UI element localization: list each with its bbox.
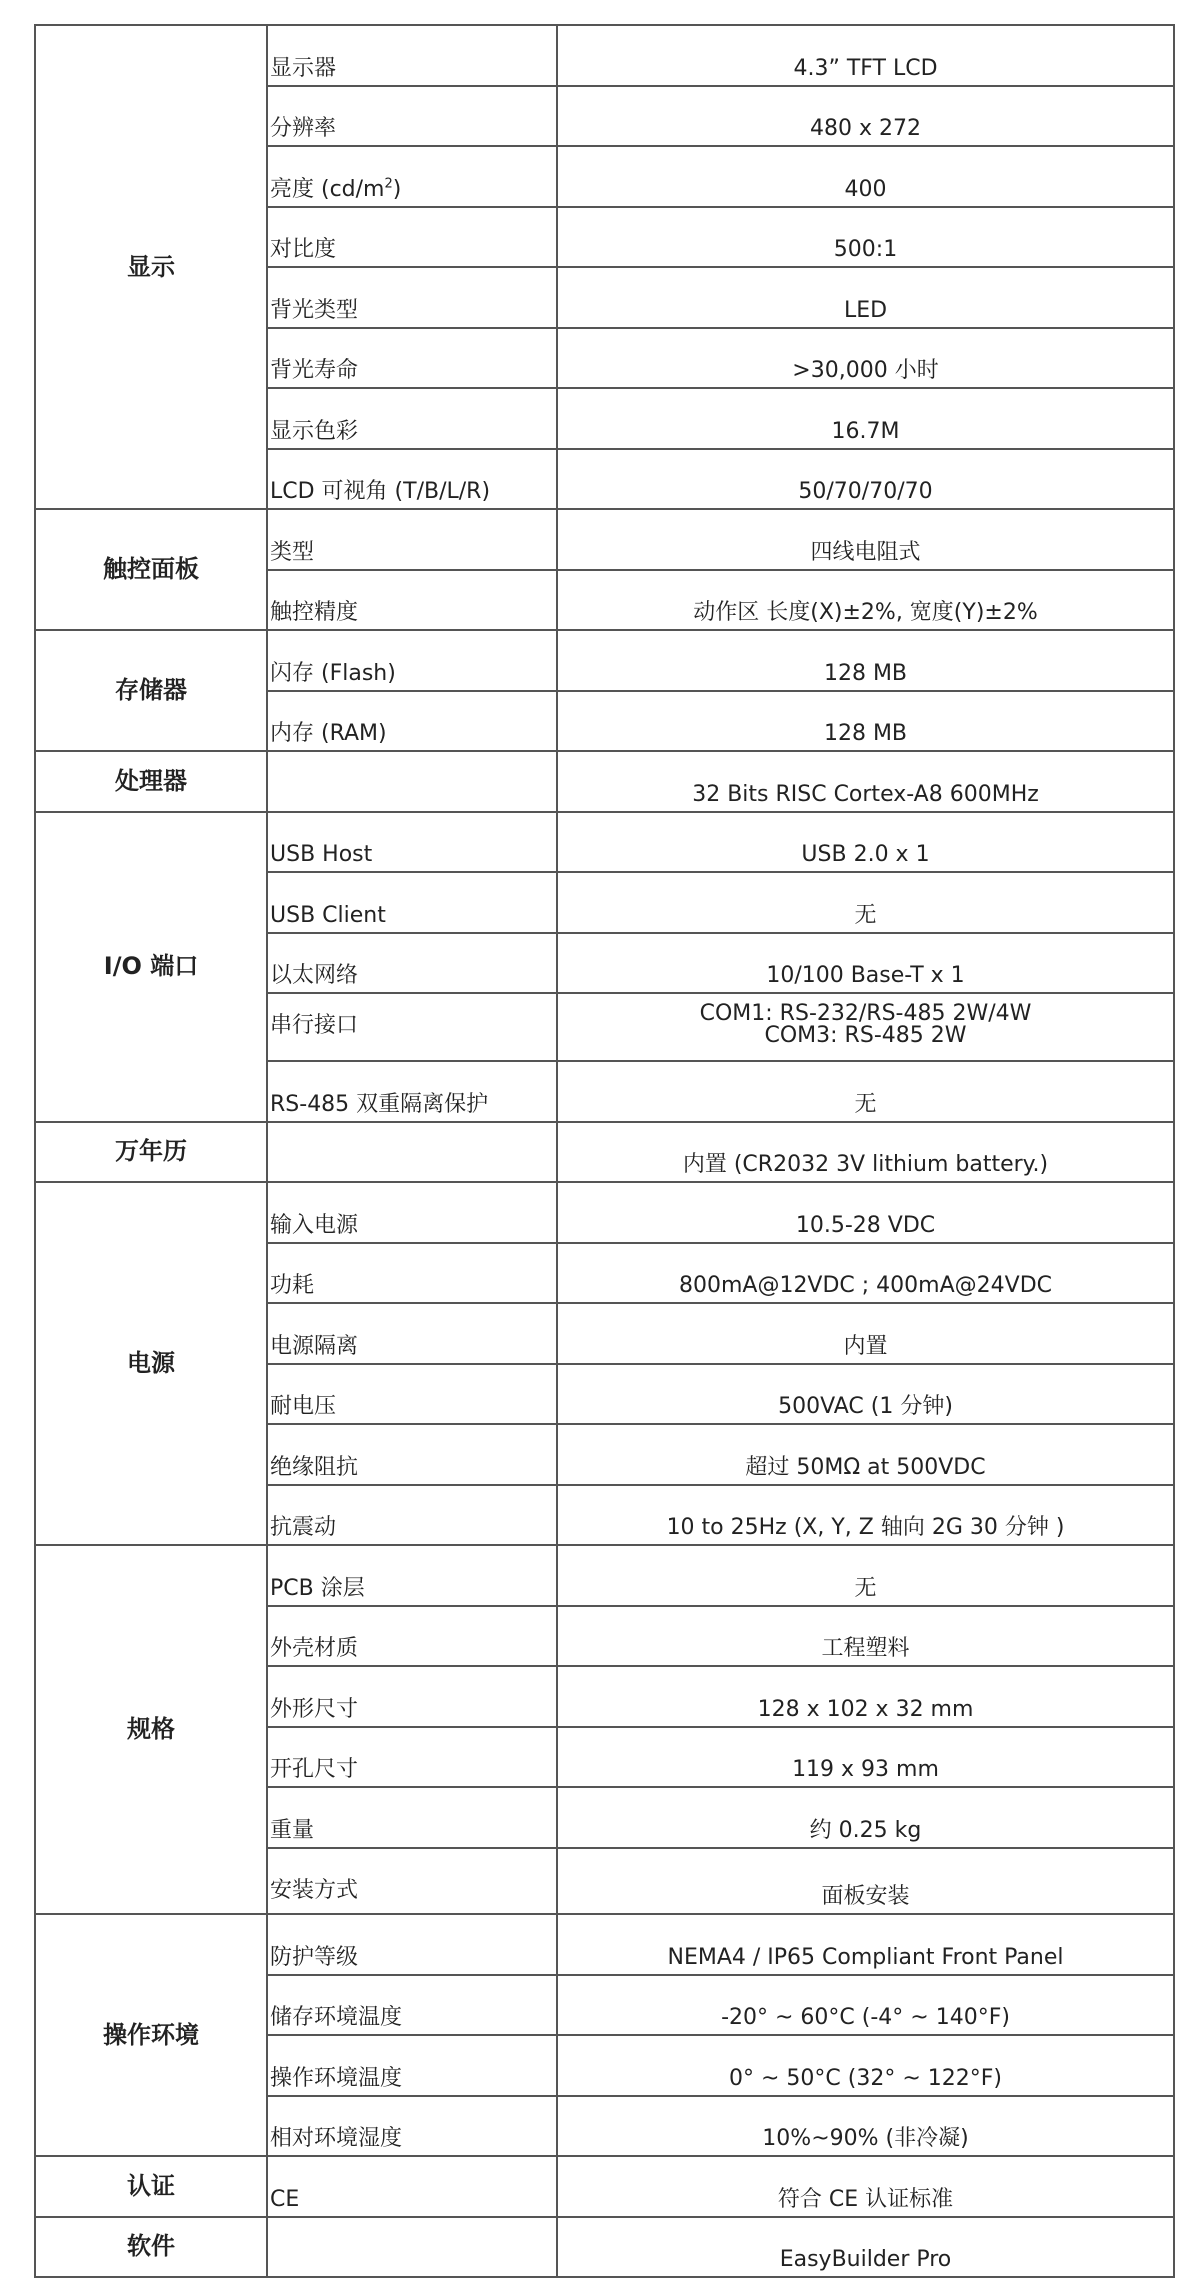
row-value: 50/70/70/70 [557, 449, 1174, 510]
group-software: 软件 [35, 2217, 267, 2278]
row-label: 开孔尺寸 [267, 1727, 557, 1788]
group-display: 显示 [35, 25, 267, 509]
row-value: 128 x 102 x 32 mm [557, 1666, 1174, 1727]
row-label [267, 2217, 557, 2278]
row-label: 电源隔离 [267, 1303, 557, 1364]
row-value: -20° ~ 60°C (-4° ~ 140°F) [557, 1975, 1174, 2036]
group-rtc: 万年历 [35, 1122, 267, 1183]
table-row [35, 1545, 1174, 1606]
value-line: COM1: RS-232/RS-485 2W/4W [699, 1001, 1032, 1026]
row-value: 符合 CE 认证标准 [557, 2156, 1174, 2217]
table-row [35, 751, 1174, 812]
row-value: 超过 50MΩ at 500VDC [557, 1424, 1174, 1485]
row-label: 抗震动 [267, 1485, 557, 1546]
row-label [267, 751, 557, 812]
table-row [35, 2156, 1174, 2217]
row-label: 相对环境湿度 [267, 2096, 557, 2157]
row-label: 串行接口 [267, 993, 557, 1061]
row-label: 背光类型 [267, 267, 557, 328]
row-value: 500:1 [557, 207, 1174, 268]
table-row [35, 1182, 1174, 1243]
row-value: 0° ~ 50°C (32° ~ 122°F) [557, 2035, 1174, 2096]
label-text: ) [392, 176, 402, 202]
row-label: 显示器 [267, 25, 557, 86]
row-label: 外形尺寸 [267, 1666, 557, 1727]
row-value [557, 993, 1174, 1061]
table-row [35, 509, 1174, 570]
row-label: 外壳材质 [267, 1606, 557, 1667]
row-value: 动作区 长度(X)±2%, 宽度(Y)±2% [557, 570, 1174, 631]
row-value: 10/100 Base-T x 1 [557, 933, 1174, 994]
row-value: 16.7M [557, 388, 1174, 449]
row-label: PCB 涂层 [267, 1545, 557, 1606]
table-row [35, 2217, 1174, 2278]
row-value: NEMA4 / IP65 Compliant Front Panel [557, 1914, 1174, 1975]
row-value: 10.5-28 VDC [557, 1182, 1174, 1243]
row-value: 400 [557, 146, 1174, 207]
row-value: 4.3” TFT LCD [557, 25, 1174, 86]
row-value: 无 [557, 872, 1174, 933]
row-label: 内存 (RAM) [267, 691, 557, 752]
row-value: 32 Bits RISC Cortex-A8 600MHz [557, 751, 1174, 812]
group-spec: 规格 [35, 1545, 267, 1914]
value-line: COM3: RS-485 2W [764, 1023, 967, 1048]
row-value: 无 [557, 1545, 1174, 1606]
row-label: CE [267, 2156, 557, 2217]
label-superscript: 2 [384, 176, 393, 192]
table-row [35, 25, 1174, 86]
row-value: 工程塑料 [557, 1606, 1174, 1667]
row-label: 以太网络 [267, 933, 557, 994]
row-value: 119 x 93 mm [557, 1727, 1174, 1788]
table-row [35, 812, 1174, 873]
row-label: 储存环境温度 [267, 1975, 557, 2036]
table-row [35, 630, 1174, 691]
group-touch: 触控面板 [35, 509, 267, 630]
row-label: 背光寿命 [267, 328, 557, 389]
row-label: USB Client [267, 872, 557, 933]
row-label: 操作环境温度 [267, 2035, 557, 2096]
row-value: 500VAC (1 分钟) [557, 1364, 1174, 1425]
row-value: 内置 (CR2032 3V lithium battery.) [557, 1122, 1174, 1183]
row-label: 绝缘阻抗 [267, 1424, 557, 1485]
row-label: 安装方式 [267, 1848, 557, 1915]
group-power: 电源 [35, 1182, 267, 1545]
row-value: EasyBuilder Pro [557, 2217, 1174, 2278]
row-label: 分辨率 [267, 86, 557, 147]
row-value: 10 to 25Hz (X, Y, Z 轴向 2G 30 分钟 ) [557, 1485, 1174, 1546]
group-certification: 认证 [35, 2156, 267, 2217]
row-value: >30,000 小时 [557, 328, 1174, 389]
row-value: 无 [557, 1061, 1174, 1122]
group-memory: 存储器 [35, 630, 267, 751]
row-label: USB Host [267, 812, 557, 873]
group-environment: 操作环境 [35, 1914, 267, 2156]
row-value: 800mA@12VDC ; 400mA@24VDC [557, 1243, 1174, 1304]
row-value: 128 MB [557, 691, 1174, 752]
row-label: 显示色彩 [267, 388, 557, 449]
row-value: 约 0.25 kg [557, 1787, 1174, 1848]
row-label: 触控精度 [267, 570, 557, 631]
row-label: 类型 [267, 509, 557, 570]
row-value: 面板安装 [557, 1848, 1174, 1915]
row-label: 输入电源 [267, 1182, 557, 1243]
row-label [267, 146, 557, 207]
row-label: 对比度 [267, 207, 557, 268]
row-label: 功耗 [267, 1243, 557, 1304]
row-value: LED [557, 267, 1174, 328]
row-label: LCD 可视角 (T/B/L/R) [267, 449, 557, 510]
row-label: 耐电压 [267, 1364, 557, 1425]
row-label [267, 1122, 557, 1183]
label-text: 亮度 (cd/m [270, 176, 385, 202]
row-value: 10%~90% (非冷凝) [557, 2096, 1174, 2157]
group-processor: 处理器 [35, 751, 267, 812]
row-value: 128 MB [557, 630, 1174, 691]
row-label: 防护等级 [267, 1914, 557, 1975]
table-row [35, 1122, 1174, 1183]
row-value: 480 x 272 [557, 86, 1174, 147]
row-value: USB 2.0 x 1 [557, 812, 1174, 873]
row-value: 四线电阻式 [557, 509, 1174, 570]
row-label: RS-485 双重隔离保护 [267, 1061, 557, 1122]
group-io: I/O 端口 [35, 812, 267, 1122]
row-label: 闪存 (Flash) [267, 630, 557, 691]
spec-table [34, 24, 1175, 2278]
table-row [35, 1914, 1174, 1975]
row-label: 重量 [267, 1787, 557, 1848]
row-value: 内置 [557, 1303, 1174, 1364]
